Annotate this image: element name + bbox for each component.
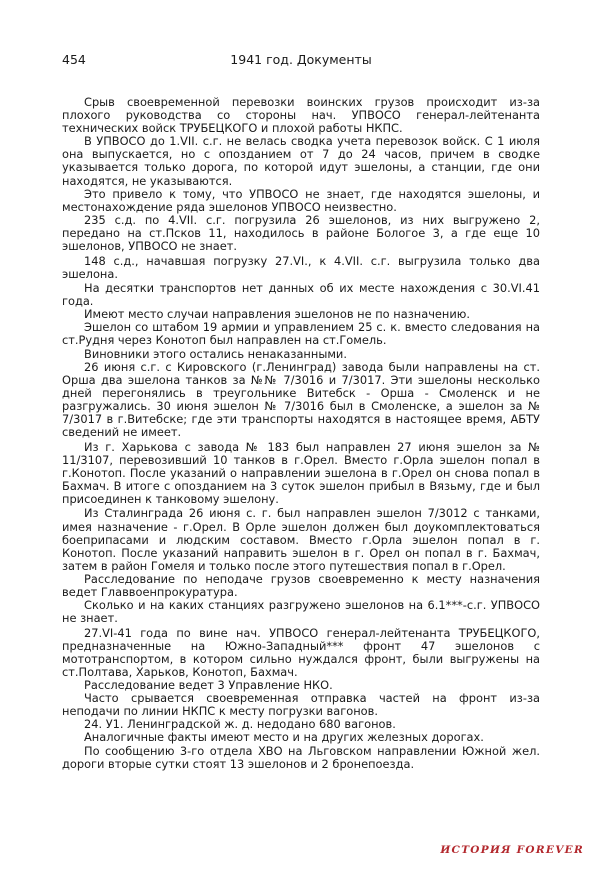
paragraph: 27.VI-41 года по вине нач. УПВОСО генерал-лейтенанта ТРУБЕЦКОГО, предназначенные на Южно-Западный*** фронт 47 эшелонов с мототранспортом, в котором сильно нуждался фронт, были выгружены на ст.Полтава, Харьков, Конотоп, Бахмач. xyxy=(62,625,540,679)
running-head xyxy=(62,50,540,70)
paragraph: Аналогичные факты имеют место и на других железных дорогах. xyxy=(84,730,484,745)
paragraph: По сообщению 3-го отдела ХВО на Льговском направлении Южной жел. дороги вторые сутки стоят 13 эшелонов и 2 бронепоезда. xyxy=(62,743,540,771)
paragraph: 235 с.д. по 4.VII. с.г. погрузила 26 эшелонов, из них выгружено 2, передано на ст.Псков 11, находилось в районе Бологое 3, а где еще 10 эшелонов, УПВОСО не знает. xyxy=(62,212,540,254)
paragraph: Расследование ведет 3 Управление НКО. xyxy=(84,678,333,693)
paragraph: Это привело к тому, что УПВОСО не знает, где находятся эшелоны, и местонахождение ряда эшелонов УПВОСО неизвестно. xyxy=(62,186,540,214)
paragraph: Расследование по неподаче грузов своевременно к месту назначения ведет Главвоенпрокуратура. xyxy=(62,571,540,600)
paragraph: 24. У1. Ленинградской ж. д. недодано 680 вагонов. xyxy=(84,717,396,732)
paragraph: Из г. Харькова с завода № 183 был направлен 27 июня эшелон за № 11/3107, перевозивший 10 танков в г.Орел. Вместо г.Орла эшелон попал в г.Конотоп. После указаний о направлении эшелона в г.Орел он снова попал в Бахмач. В итоге с опозданием на 3 суток эшелон прибыл в Вязьму, где и был присоединен к танковому эшелону. xyxy=(62,439,540,506)
paragraph: В УПВОСО до 1.VII. с.г. не велась сводка учета перевозок войск. С 1 июля она выпускается, но с опозданием от 7 до 24 часов, причем в сводке указывается только дорога, по которой идут эшелоны, а станции, где они находятся, не указываются. xyxy=(62,134,540,188)
paragraph: Срыв своевременной перевозки воинских грузов происходит из-за плохого руководства со стороны нач. УПВОСО генерал-лейтенанта технических войск ТРУБЕЦКОГО и плохой работы НКПС. xyxy=(62,95,540,136)
paragraph: 148 с.д., начавшая погрузку 27.VI., к 4.VII. с.г. выгрузила только два эшелона. xyxy=(62,253,540,281)
paragraph: Сколько и на каких станциях разгружено эшелонов на 6.1***-с.г. УПВОСО не знает. xyxy=(62,598,540,626)
watermark: ИСТОРИЯ FOREVER xyxy=(440,844,584,856)
paragraph: Эшелон со штабом 19 армии и управлением 25 с. к. вместо следования на ст.Рудня через Конотоп был направлен на ст.Гомель. xyxy=(62,320,540,348)
paragraph: 26 июня с.г. с Кировского (г.Ленинград) завода были направлены на ст. Орша два эшелона танков за №№ 7/3016 и 7/3017. Эти эшелоны несколько дней перегонялись в треугольнике Витебск - Орша - Смоленск и не разгружались. 30 июня эшелон № 7/3016 был в Смоленске, а эшелон за № 7/3017 в г.Витебске; где эти транспорты находятся в настоящее время, АБТУ сведений не имеет. xyxy=(62,359,540,440)
paragraph: Виновники этого остались ненаказанными. xyxy=(84,346,347,361)
paragraph: На десятки транспортов нет данных об их месте нахождения с 30.VI.41 года. xyxy=(62,281,540,309)
paragraph: Имеют место случаи направления эшелонов не по назначению. xyxy=(84,307,470,322)
document-body xyxy=(62,96,540,771)
paragraph: Часто срывается своевременная отправка частей на фронт из-за неподачи по линии НКПС к месту погрузки вагонов. xyxy=(62,691,540,719)
page-number: 454 xyxy=(62,52,86,67)
paragraph: Из Сталинграда 26 июня с. г. был направлен эшелон 7/3012 с танками, имея назначение - г.Орел. В Орле эшелон должен был доукомплектоваться боеприпасами и людским составом. Вместо г.Орла эшелон попал в г. Конотоп. После указаний направить эшелон в г. Орел он попал в г. Бахмач, затем в район Гомеля и только после этого путешествия попал в г.Орел. xyxy=(62,506,540,573)
book-title: 1941 год. Документы xyxy=(230,52,372,67)
